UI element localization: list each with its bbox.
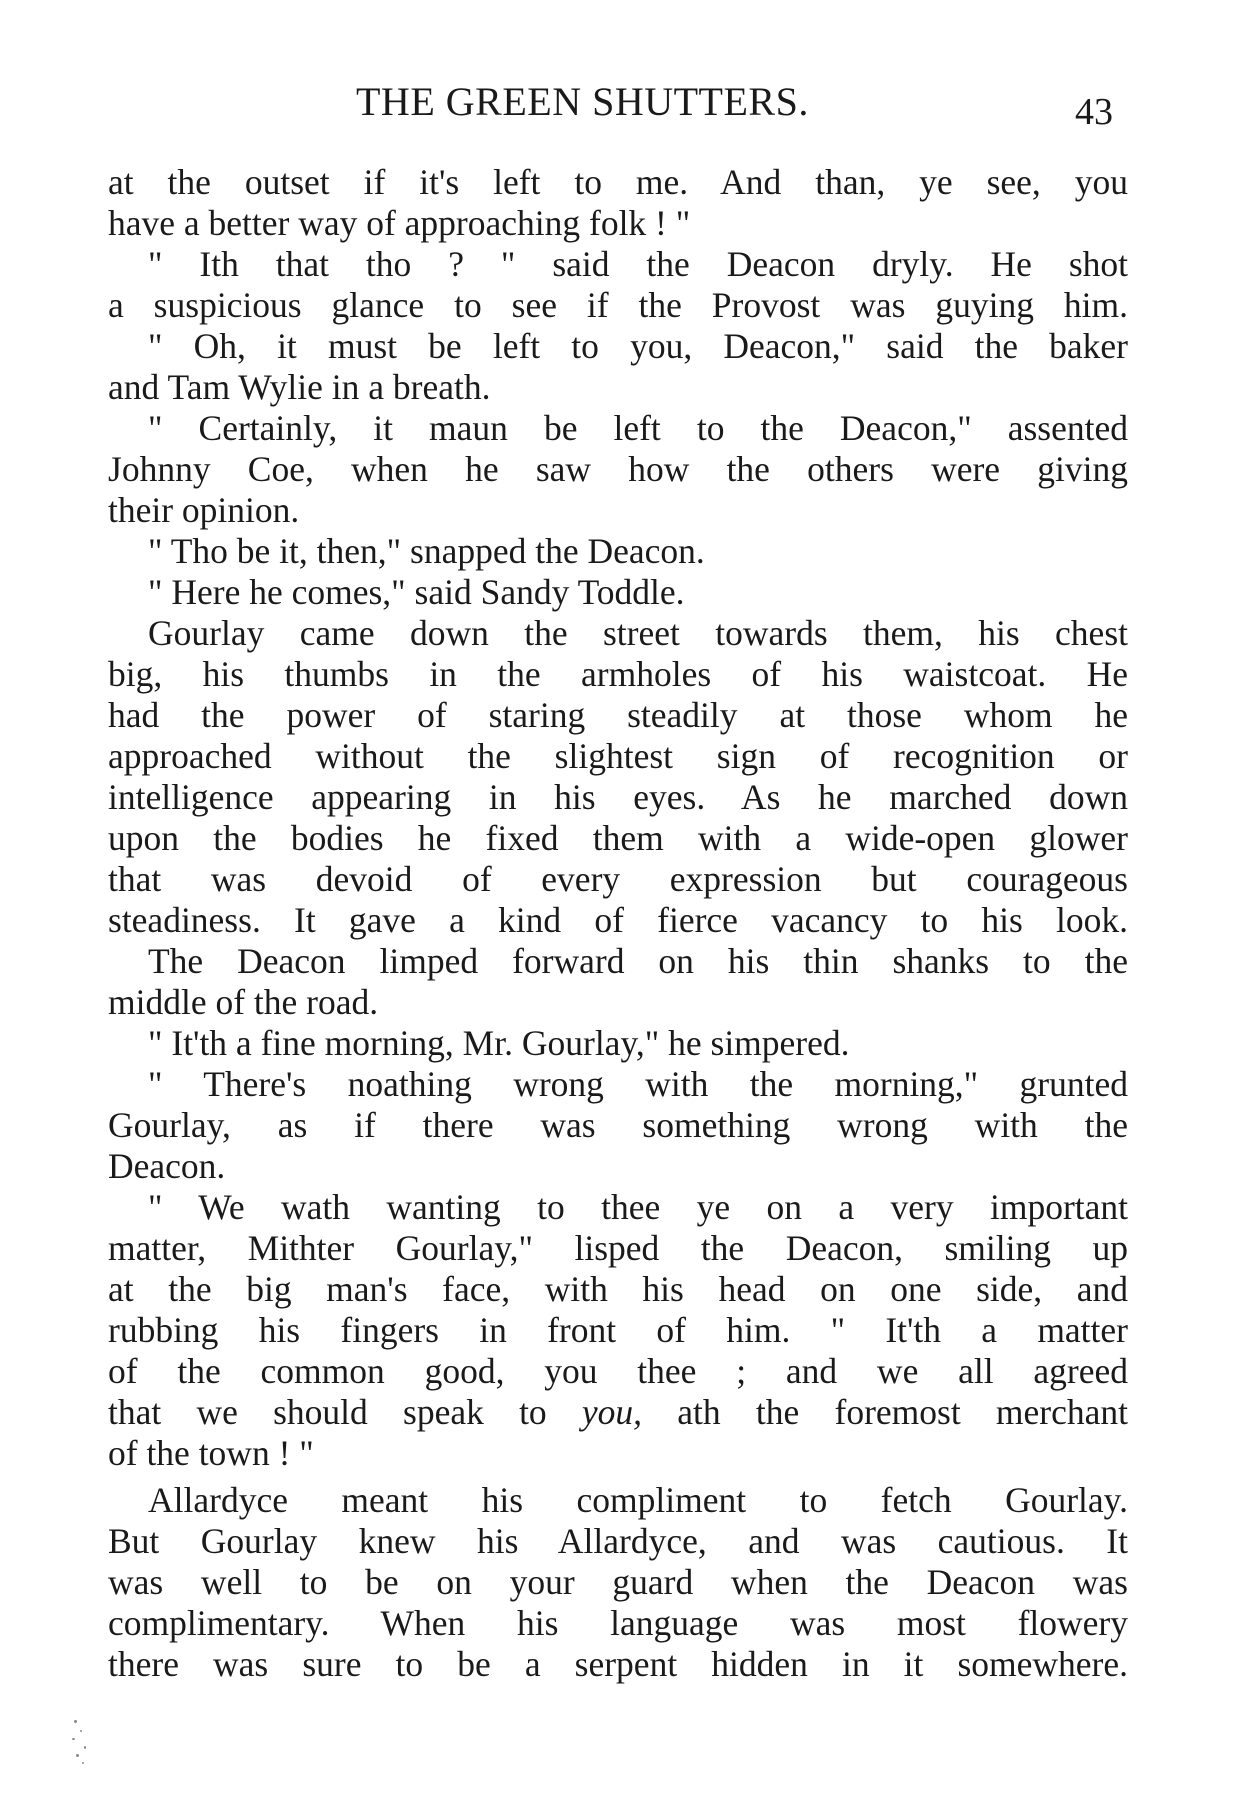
text-line: their opinion. <box>108 490 300 530</box>
text-line: Johnny Coe, when he saw how the others were giving <box>108 449 1128 489</box>
text-line: was well to be on your guard when the Deacon was <box>108 1562 1128 1602</box>
text-line: complimentary. When his language was most flowery <box>108 1603 1128 1643</box>
text-line: and Tam Wylie in a breath. <box>108 367 491 407</box>
text-line: " We wath wanting to thee ye on a very important <box>148 1187 1128 1227</box>
text-line: steadiness. It gave a kind of fierce vacancy to his look. <box>108 900 1128 940</box>
text-line: " Certainly, it maun be left to the Deacon," assented <box>148 408 1128 448</box>
text-line: " There's noathing wrong with the morning," grunted <box>148 1064 1128 1104</box>
text-line-end: ath the foremost merchant <box>642 1392 1128 1432</box>
text-line: of the common good, you thee ; and we all agreed <box>108 1351 1128 1391</box>
text-line-start: that we should speak to <box>108 1392 582 1432</box>
text-line: Allardyce meant his compliment to fetch Gourlay. <box>148 1480 1128 1520</box>
text-line: there was sure to be a serpent hidden in it somewhere. <box>108 1644 1128 1684</box>
text-line: " Here he comes," said Sandy Toddle. <box>148 572 685 612</box>
emphasized-word: you, <box>581 1392 643 1432</box>
text-line: that was devoid of every expression but courageous <box>108 859 1128 899</box>
page-number: 43 <box>1075 91 1113 133</box>
text-line: But Gourlay knew his Allardyce, and was cautious. It <box>108 1521 1128 1561</box>
running-head <box>0 78 1256 138</box>
paper-speck <box>82 1762 84 1764</box>
text-line: rubbing his fingers in front of him. " It'th a matter <box>108 1310 1128 1350</box>
paper-specks <box>70 1718 110 1778</box>
text-line <box>108 1392 1128 1433</box>
body-text <box>108 162 1128 1685</box>
text-line: middle of the road. <box>108 982 379 1022</box>
paper-speck <box>72 1738 75 1740</box>
text-line: matter, Mithter Gourlay," lisped the Deacon, smiling up <box>108 1228 1128 1268</box>
text-line: have a better way of approaching folk ! " <box>108 203 691 243</box>
text-line: Gourlay, as if there was something wrong with the <box>108 1105 1128 1145</box>
text-line: big, his thumbs in the armholes of his waistcoat. He <box>108 654 1128 694</box>
text-line: Gourlay came down the street towards them, his chest <box>148 613 1128 653</box>
paper-speck <box>84 1746 86 1749</box>
paper-speck <box>80 1730 82 1732</box>
text-line: of the town ! " <box>108 1433 314 1473</box>
text-line: intelligence appearing in his eyes. As he marched down <box>108 777 1128 817</box>
text-line: " It'th a fine morning, Mr. Gourlay," he simpered. <box>148 1023 850 1063</box>
text-line: " Tho be it, then," snapped the Deacon. <box>148 531 705 571</box>
text-line: " Oh, it must be left to you, Deacon," said the baker <box>148 326 1128 366</box>
text-line: at the outset if it's left to me. And than, ye see, you <box>108 162 1128 202</box>
paper-speck <box>76 1754 79 1757</box>
paper-speck <box>74 1720 77 1723</box>
text-line: at the big man's face, with his head on one side, and <box>108 1269 1128 1309</box>
text-line: had the power of staring steadily at those whom he <box>108 695 1128 735</box>
text-line: The Deacon limped forward on his thin shanks to the <box>148 941 1128 981</box>
text-line: approached without the slightest sign of recognition or <box>108 736 1128 776</box>
text-line: upon the bodies he fixed them with a wide-open glower <box>108 818 1128 858</box>
text-line: Deacon. <box>108 1146 226 1186</box>
running-head-title: THE GREEN SHUTTERS. <box>356 79 809 124</box>
text-line: a suspicious glance to see if the Provost was guying him. <box>108 285 1128 325</box>
text-line: " Ith that tho ? " said the Deacon dryly. He shot <box>148 244 1128 284</box>
